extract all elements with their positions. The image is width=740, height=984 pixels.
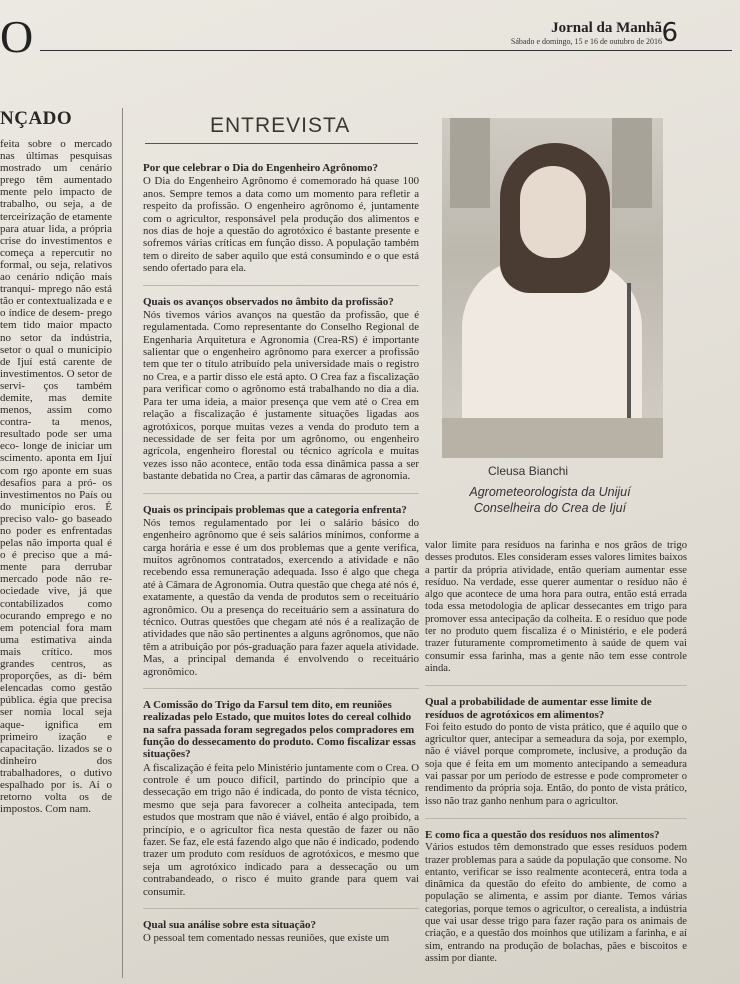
photo-face [520,166,586,258]
divider [425,685,687,686]
section-title: ENTREVISTA [210,114,351,137]
qa-block [143,296,419,483]
question: Por que celebrar o Dia do Engenheiro Agrônomo? [143,162,378,174]
qa-block [425,696,687,808]
answer: Nós tivemos vários avanços na questão da profissão, que é regulamentada. Como representante do Conselho Regional de Engenharia Arquitetura e Agronomia (Crea-RS) é importante salientar que o engenheiro agrônomo para exercer a profissão tem que ter o título atribuído pela universidade mais o registro no Crea, e a partir disso ele está apto. O Crea faz a fiscalização para verificar como o agrônomo está trabalhando no dia a dia. Para ter uma ideia, a maior presença que vem até o Crea em relação a fiscalização é justamente situações ligadas aos agrotóxicos, porque muitas vezes a venda do produto tem a necessidade de ser feita por um agrônomo, ou engenheiro agrícola, engenheiro florestal ou técnico agrícola e muitas vezes isso não acontece, então toda essa dinâmica passa a ser bastante debatida no Crea, a partir das câmaras de agronomia. [143,308,419,483]
photo-caption-name: Cleusa Bianchi [488,464,569,478]
photo-background-shelf [450,118,490,208]
answer: Nós temos regulamentado por lei o salário básico do engenheiro agrônomo que é seis salários mínimos, conforme a carga horária e esse é um dos problemas que a gente verifica, muitos agrônomos contratados, exercendo a atividade e não recebendo essa remuneração adequada. Isso é algo que chega até à Câmara de Agronomia. Outra questão que chega até nós é, exatamente, a questão da venda de produtos sem o receituário agronômico. Ou a presença do receituário sem a assinatura do técnico. Outras questões que chegam até nós é a realização de atividades que não são pertinentes a alguns agrônomos, que não têm a atribuição por pós-graduação para fazer aquela atividade. Mas, a principal demanda é envolvendo o receituário agronômico. [143,516,419,678]
question: Qual a probabilidade de aumentar esse limite de resíduos de agrotóxicos em alimentos? [425,696,652,721]
photo-desk [442,418,663,458]
answer: A fiscalização é feita pelo Ministério juntamente com o Crea. O controle é um pouco difícil, partindo do princípio que a dessecação em trigo não é indicada, do ponto de vista técnico, mesmo que seja para favorecer a colheita antecipada, tem estudos que mostram que não é viável, então é algo proibido, a princípio, e o agricultor fica nesta questão de fazer ou não fazer. Se faz, ele está fazendo algo que não é indicado, podendo trazer um produto com resíduos de agrotóxicos, e mesmo que seja um agrotóxico indicado para a dessecação ou um contrabandeado, o risco é muito grande para quem vai consumir. [143,761,419,898]
section-title-rule [145,143,418,144]
interview-column [143,162,419,984]
photo-caption-role-line: Conselheira do Crea de Ijuí [473,501,627,515]
question: Quais os avanços observados no âmbito da profissão? [143,295,394,308]
divider [143,688,419,689]
interviewee-photo [442,118,663,458]
answer: Vários estudos têm demonstrado que esses resíduos podem trazer problemas para a saúde da população que consome. No entanto, verificar se isso realmente acontecerá, entra toda a dinâmica da questão do efeito do ambiente, de como a população se alimenta, e assim por diante. Temos várias categorias, porque temos o agricultor, o cerealista, a indústria que vai usar desse trigo para fazer ração para os animais de criação, e a questão dos moinhos que utilizam a farinha, e aí sim, entrando na produção de bolachas, pães e biscoitos e assim por diante. [425,842,687,964]
question: A Comissão do Trigo da Farsul tem dito, em reuniões realizadas pelo Estado, que muitos lotes do cereal colhido na safra passada foram segregados pelos compradores em função do dessecamento do produto. Como fiscalizar essas situações? [143,699,416,761]
qa-block [425,540,687,675]
photo-caption-role [450,484,650,516]
masthead-rule [40,50,732,51]
divider [143,285,419,286]
left-column-heading: NÇADO [0,108,73,129]
paper-name: Jornal da Manhã [551,20,662,36]
divider [425,818,687,819]
answer: O Dia do Engenheiro Agrônomo é comemorado há quase 100 anos. Sempre temos a data como um momento para refletir a respeito da profissão. O engenheiro agrônomo é, juntamente com o agricultor, responsável pela produção dos alimentos e nos dias de hoje a questão do agrotóxico é bastante presente e sofremos várias críticas em função disso. A população também tem o direito de saber aquilo que está consumindo e o que está sendo ofertado para ela. [143,175,419,275]
photo-background-shelf [612,118,652,208]
qa-block [143,699,419,898]
photo-caption-role-line: Agrometeorologista da Unijuí [469,485,631,499]
answer: O pessoal tem comentado nessas reuniões, que existe um [143,932,390,945]
question: Quais os principais problemas que a categoria enfrenta? [143,503,407,516]
divider [143,493,419,494]
interview-continuation-column [425,540,687,984]
qa-block [143,919,419,945]
photo-microphone [627,283,631,423]
left-column-article [0,108,112,984]
question: E como fica a questão dos resíduos nos alimentos? [425,828,660,841]
question: Qual sua análise sobre esta situação? [143,919,317,932]
qa-block [425,829,687,965]
divider [143,908,419,909]
qa-block [143,504,419,679]
column-rule [122,108,123,978]
page-number: 6 [661,18,678,48]
paper-date: Sábado e domingo, 15 e 16 de outubro de 2016 [510,37,662,46]
left-column-text: feita sobre o mercado nas últimas pesquisas mostrado um cenário prego têm aumentado mente pelo impacto de trabalho, ou seja, a de terceirização de etamente para atuar lida, a própria crise do investimentos e começa a repercutir no formal, ou seja, relativos ao cenário ndição mais tranqui- mprego não está tão er contextualizada e e o índice de desem- prego tem tido maior mpacto no setor da indústria, setor o qual o município de Ijuí está carente de investimentos. O setor de servi- ços também demite, mas demite menos, assim como contra- ta menos, resultado pode ser uma eco- longe de iniciar um scimento. aponta em Ijuí com rgo aponte em suas desafios para a pró- os investimentos no País ou do município eros. É preciso valo- go baseado no poder es enfrentadas pelas não importa qual é o é preciso que a má- mente para derrubar mercado pode não re- ociedade vive, já que contabilizados como ocurando emprego e no em potencial fora mam uma estimativa ainda mais crítico. mos grandes centros, as proporções, as di- bém elencadas como gestão pública. égia que precisa ser nomia local seja aque- ignifica em primeiro ização e capacitação. lizados se o dinheiro dos trabalhadores, o dutivo espalhado por is. Aí o retorno volta os de impostos. Com nam. [0,138,112,816]
answer: valor limite para resíduos na farinha e nos grãos de trigo desses produtos. Eles consideram esses valores limites baixos a partir da própria atividade, então queriam aumentar esse resíduo. Na verdade, esse querer aumentar o resíduo não é algo que acontece de uma hora para outra, então está errada toda essa metodologia de aplicar dessecantes em trigo para promover essa antecipação da colheita. E o resíduo que pode ter no produto quem fiscaliza é o Ministério, e ele poderá trazer futuramente comprometimento à saúde de quem vai consumir essa farinha, mas a gente não tem esse controle ainda. [425,540,687,674]
answer: Foi feito estudo do ponto de vista prático, que é aquilo que o agricultor quer, antecipar a semeadura da soja, por exemplo, não é viável porque compromete, inclusive, a produção da soja que é feita em um momento antecipando a semeadura vai passar por um período de estresse e pode comprometer o rendimento da própria soja. Então, do ponto de vista prático, isso não traz ganho nenhum para o agricultor. [425,721,687,807]
qa-block [143,162,419,275]
masthead-big-letter: O [0,11,34,62]
